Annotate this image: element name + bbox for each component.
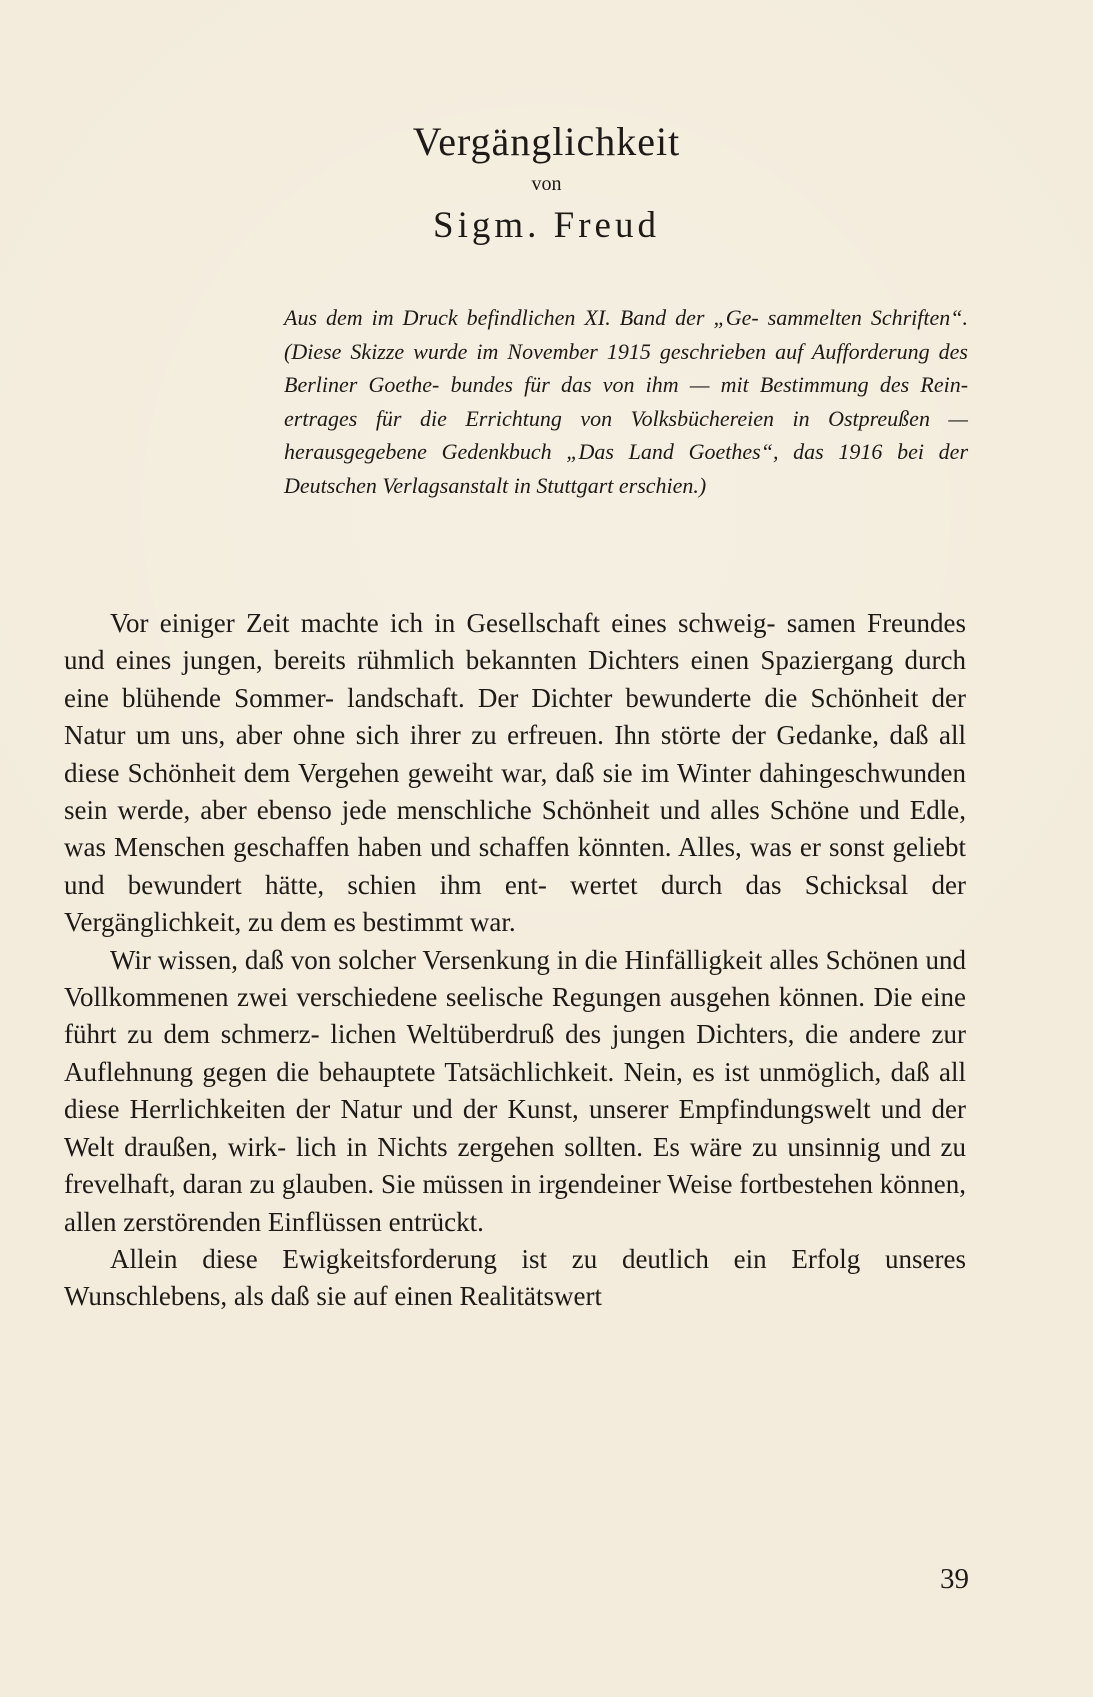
essay-line: lichen Weltüberdruß des jungen Dichters, die andere zur — [330, 1019, 967, 1050]
essay-line: was er sonst geliebt und bewundert hätte, schien ihm ent- — [64, 832, 967, 900]
essay-line: Auflehnung gegen die behauptete Tatsächlichkeit. Nein, es ist — [64, 1056, 750, 1087]
essay-line: Kunst, unserer Empfindungswelt und der Welt draußen, wirk- — [64, 1094, 967, 1162]
editorial-note-line: bundes für das von ihm — mit Bestimmung des Rein- — [450, 372, 969, 397]
essay-text — [64, 605, 966, 1316]
essay-line: alles Schönen und Vollkommenen zwei verschiedene seelische — [64, 944, 966, 1013]
essay-line: landschaft. Der Dichter bewunderte die Schönheit der Natur — [64, 682, 967, 751]
essay-line: Regungen ausgehen können. Die eine führt zu dem schmerz- — [64, 982, 966, 1050]
essay-line: was Menschen geschaffen haben und schaffen könnten. Alles, — [64, 832, 742, 863]
essay-line: samen Freundes und eines jungen, bereits rühmlich bekannten — [64, 608, 966, 676]
essay-line: bestimmt war. — [362, 907, 516, 938]
editorial-note-line: Ostpreußen — herausgegebene Gedenkbuch „Das Land — [284, 405, 968, 464]
editorial-note-line: ertrages für die Errichtung von Volksbüchereien in — [284, 405, 810, 431]
essay-line: Wir wissen, daß von solcher Versenkung in die Hinfälligkeit — [110, 944, 763, 975]
document-header — [0, 120, 1093, 247]
essay-line: Vor einiger Zeit machte ich in Gesellschaft eines schweig- — [110, 608, 776, 638]
essay-line: war, daß sie im Winter dahingeschwunden sein werde, aber — [64, 757, 966, 826]
essay-paragraph — [64, 942, 966, 1241]
essay-line: wertet durch das Schicksal der Vergänglichkeit, zu dem es — [64, 869, 966, 938]
essay-line: Gedanke, daß all diese Schönheit dem Vergehen geweiht — [64, 720, 967, 788]
page-number: 39 — [940, 1563, 969, 1595]
essay-line: unseres Wunschlebens, als daß sie auf einen Realitätswert — [64, 1243, 967, 1312]
editorial-note-line: 1915 geschrieben auf Aufforderung des Berliner Goethe- — [284, 338, 968, 397]
author-name: Sigm. Freud — [433, 205, 660, 246]
editorial-note — [284, 301, 968, 502]
byline-word: von — [531, 173, 562, 195]
essay-line: Dichters einen Spaziergang durch eine blühende Sommer- — [64, 645, 967, 713]
editorial-note-line: in Stuttgart erschien.) — [513, 472, 707, 498]
essay-line: lich in Nichts zergehen sollten. Es wäre zu unsinnig und zu — [296, 1131, 967, 1162]
essay-line: um uns, aber ohne sich ihrer zu erfreuen. Ihn störte der — [136, 720, 766, 751]
document-title: Vergänglichkeit — [412, 119, 681, 164]
essay-paragraph — [64, 1241, 966, 1316]
essay-line: Allein diese Ewigkeitsforderung ist zu deutlich ein Erfolg — [110, 1243, 861, 1274]
essay-line: fortbestehen können, allen zerstörenden Einflüssen entrückt. — [64, 1169, 966, 1237]
essay-line: ebenso jede menschliche Schönheit und alles Schöne und Edle, — [256, 795, 967, 826]
essay-paragraph — [64, 605, 966, 942]
essay-line: unmöglich, daß all diese Herrlichkeiten der Natur und der — [64, 1056, 966, 1125]
editorial-note-line: Aus dem im Druck befindlichen XI. Band der „Ge- — [284, 305, 759, 330]
essay-line: frevelhaft, daran zu glauben. Sie müssen in irgendeiner Weise — [64, 1169, 733, 1200]
editorial-note-line: sammelten Schriften“. (Diese Skizze wurde im November — [284, 305, 968, 364]
editorial-note-line: Goethes“, das 1916 bei der Deutschen Verlagsanstalt — [284, 439, 969, 498]
